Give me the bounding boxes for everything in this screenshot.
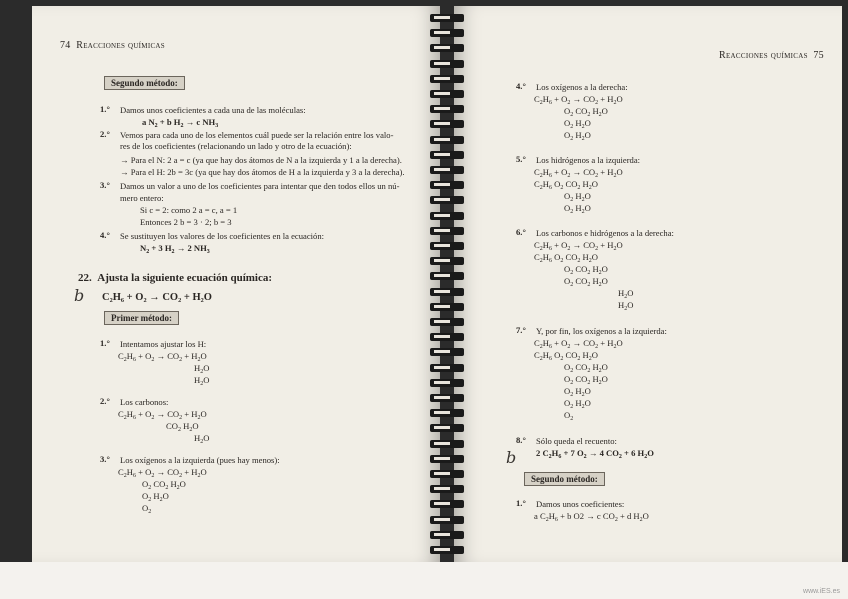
step-line: Se sustituyen los valores de los coeficientes en la ecuación:	[120, 231, 325, 241]
binding-coil	[430, 29, 464, 37]
step-number: 3.°	[100, 180, 110, 190]
step-number: 4.°	[516, 81, 526, 91]
step-line: $O_2$	[564, 410, 574, 422]
step-line: $H_2O$	[618, 288, 634, 300]
question-number: 22.	[78, 272, 92, 284]
handwritten-mark: b	[506, 448, 517, 467]
step-line: Damos unos coeficientes:	[536, 499, 625, 509]
step-line: $O_2$ $H_2O$	[564, 398, 591, 410]
binding-coil	[430, 288, 464, 296]
watermark: www.iES.es	[803, 588, 840, 595]
step-line: $O_2$ $H_2O$	[564, 203, 591, 215]
step-line: → Para el N: 2 a = c (ya que hay dos átomos de N a la izquierda y 1 a la derecha).	[120, 155, 402, 165]
step-number: 2.°	[100, 129, 110, 139]
step-line: $C_2H_6 + O_2 \to CO_2 + H_2O$	[534, 94, 623, 106]
binding-coil	[430, 379, 464, 387]
step-number: 4.°	[100, 230, 110, 240]
step-line: a $N_2 + b$ $H_2 \to c$ $NH_3$	[142, 117, 219, 129]
section-label-segundo: Segundo método:	[104, 76, 185, 90]
step-line: Y, por fin, los oxígenos a la izquierda:	[536, 326, 667, 336]
left-page	[32, 6, 440, 562]
scan-margin	[0, 562, 848, 599]
step-number: 1.°	[100, 338, 110, 348]
step-line: $H_2O$	[194, 375, 210, 387]
binding-coil	[430, 318, 464, 326]
question-title: Ajusta la siguiente ecuación química:	[97, 272, 273, 284]
binding-coil	[430, 60, 464, 68]
step-line: $O_2$ $CO_2$ $H_2O$	[564, 362, 608, 374]
binding-coil	[430, 455, 464, 463]
step-line: $O_2$ $H_2O$	[564, 191, 591, 203]
step-line: $O_2$ $CO_2$ $H_2O$	[564, 276, 608, 288]
step-line: $O_2$ $H_2O$	[564, 118, 591, 130]
binding-coil	[430, 303, 464, 311]
binding-coil	[430, 120, 464, 128]
binding-coil	[430, 14, 464, 22]
step-line: → Para el H: 2b = 3c (ya que hay dos átomos de H a la izquierda y 3 a la derecha).	[120, 167, 405, 177]
step-line: Si c = 2: como 2 a = c, a = 1	[140, 205, 238, 215]
binding-coil	[430, 90, 464, 98]
step-line: mero entero:	[120, 193, 164, 203]
page-number: 75	[813, 50, 824, 61]
step-line: $H_2O$	[194, 433, 210, 445]
section-label-primer: Primer método:	[104, 311, 179, 325]
step-line: $C_2H_6 + O_2 \to CO_2 + H_2O$	[534, 240, 623, 252]
step-line: $O_2$	[142, 503, 152, 515]
step-line: $N_2 + 3$ $H_2 \to 2$ $NH_3$	[140, 243, 210, 255]
binding-coil	[430, 166, 464, 174]
step-line: Los carbonos:	[120, 397, 169, 407]
binding-coil	[430, 136, 464, 144]
step-line: $C_2H_6 + O_2 \to CO_2 + H_2O$	[118, 409, 207, 421]
binding-coil	[430, 44, 464, 52]
binding-coil	[430, 531, 464, 539]
step-line: Los hidrógenos a la izquierda:	[536, 155, 641, 165]
step-line: $O_2$ $H_2O$	[564, 130, 591, 142]
step-number: 6.°	[516, 227, 526, 237]
right-page	[454, 6, 842, 562]
binding-coil	[430, 105, 464, 113]
step-number: 5.°	[516, 154, 526, 164]
binding-coil	[430, 546, 464, 554]
binding-coil	[430, 424, 464, 432]
binding-coil	[430, 257, 464, 265]
step-line: Los carbonos e hidrógenos a la derecha:	[536, 228, 674, 238]
step-line: 2 $C_2H_6 + 7$ $O_2 \to 4$ $CO_2 + 6$ $H_2O$	[536, 448, 654, 460]
step-line: $C_2H_6$ $O_2$ $CO_2$ $H_2O$	[534, 252, 598, 264]
step-line: $C_2H_6$ $O_2$ $CO_2$ $H_2O$	[534, 179, 598, 191]
step-line: $O_2$ $CO_2$ $H_2O$	[564, 264, 608, 276]
step-line: $O_2$ $CO_2$ $H_2O$	[564, 106, 608, 118]
step-line: $C_2H_6 + O_2 \to CO_2 + H_2O$	[118, 351, 207, 363]
step-line: Los oxígenos a la derecha:	[536, 82, 628, 92]
binding-coil	[430, 151, 464, 159]
step-line: $H_2O$	[618, 300, 634, 312]
step-line: Damos un valor a uno de los coeficientes para intentar que den todos ellos un nú-	[120, 181, 400, 191]
binding-coil	[430, 227, 464, 235]
binding-coil	[430, 440, 464, 448]
binding-coil	[430, 409, 464, 417]
question-heading	[78, 272, 272, 284]
step-line: Sólo queda el recuento:	[536, 436, 617, 446]
step-line: $CO_2$ $H_2O$	[166, 421, 199, 433]
step-line: $C_2H_6$ $O_2$ $CO_2$ $H_2O$	[534, 350, 598, 362]
question-equation: C₂H₆ + O₂ → CO₂ + H₂O	[102, 292, 212, 303]
step-line: $O_2$ $CO_2$ $H_2O$	[142, 479, 186, 491]
step-line: $C_2H_6 + O_2 \to CO_2 + H_2O$	[534, 338, 623, 350]
binding-coil	[430, 500, 464, 508]
right-page-header	[719, 50, 824, 61]
binding-coil	[430, 333, 464, 341]
step-line: $C_2H_6 + O_2 \to CO_2 + H_2O$	[534, 167, 623, 179]
binding-coil	[430, 470, 464, 478]
step-number: 1.°	[100, 104, 110, 114]
step-line: $C_2H_6 + O_2 \to CO_2 + H_2O$	[118, 467, 207, 479]
step-number: 1.°	[516, 498, 526, 508]
binding-coil	[430, 196, 464, 204]
step-line: $O_2$ $H_2O$	[142, 491, 169, 503]
binding-coil	[430, 181, 464, 189]
running-title: Reacciones químicas	[719, 50, 808, 61]
step-number: 7.°	[516, 325, 526, 335]
binding-coil	[430, 242, 464, 250]
step-number: 3.°	[100, 454, 110, 464]
step-line: Entonces 2 b = 3 · 2; b = 3	[140, 217, 232, 227]
step-line: Damos unos coeficientes a cada una de las moléculas:	[120, 105, 306, 115]
step-line: $H_2O$	[194, 363, 210, 375]
step-line: Los oxígenos a la izquierda (pues hay menos):	[120, 455, 280, 465]
binding-coil	[430, 272, 464, 280]
binding-coil	[430, 516, 464, 524]
binding-coil	[430, 394, 464, 402]
binding-coil	[430, 485, 464, 493]
handwritten-mark: b	[74, 286, 85, 305]
step-line: Vemos para cada uno de los elementos cuál puede ser la relación entre los valo-	[120, 130, 394, 140]
step-line: $O_2$ $CO_2$ $H_2O$	[564, 374, 608, 386]
section-label-segundo: Segundo método:	[524, 472, 605, 486]
binding-coil	[430, 75, 464, 83]
running-title: Reacciones químicas	[76, 40, 165, 51]
step-number: 8.°	[516, 435, 526, 445]
binding-coil	[430, 348, 464, 356]
left-page-header	[60, 40, 165, 51]
step-number: 2.°	[100, 396, 110, 406]
binding-coil	[430, 364, 464, 372]
step-line: res de los coeficientes (relacionando un lado y otro de la ecuación):	[120, 141, 352, 151]
step-line: a $C_2H_6 + b$ O2 → c $CO_2 + d$ $H_2O$	[534, 511, 649, 523]
step-line: Intentamos ajustar los H:	[120, 339, 207, 349]
step-line: $O_2$ $H_2O$	[564, 386, 591, 398]
page-number: 74	[60, 40, 71, 51]
binding-coil	[430, 212, 464, 220]
